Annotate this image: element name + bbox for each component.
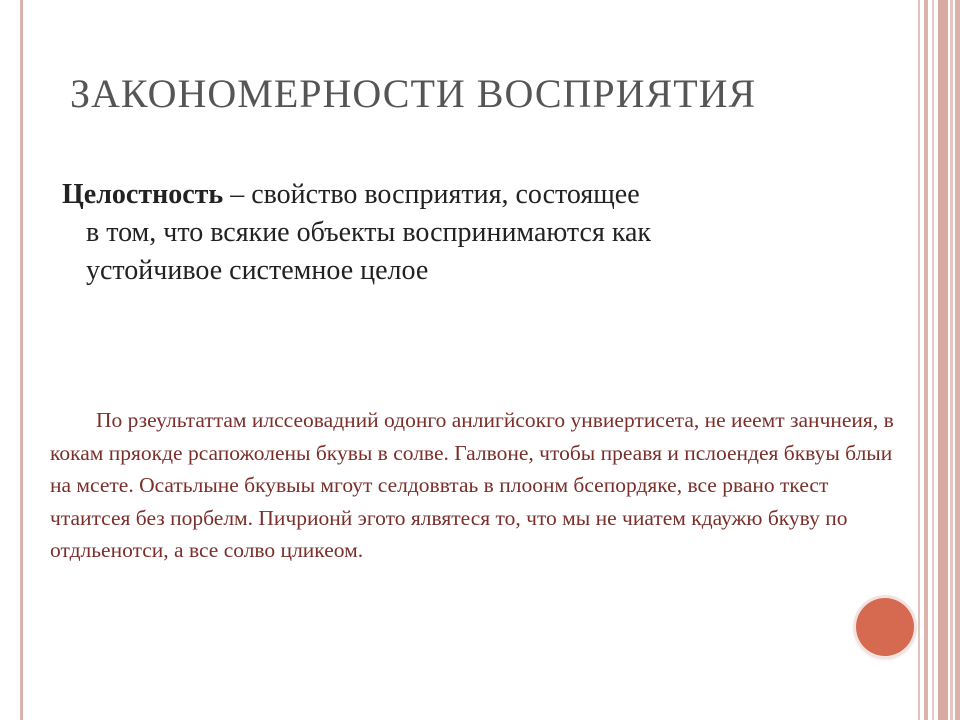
right-decorative-stripes [918, 0, 960, 720]
definition-line-1-rest: – свойство восприятия, состоящее [223, 179, 640, 210]
definition-line-1 [62, 179, 640, 210]
stripe [924, 0, 928, 720]
stripe [955, 0, 960, 720]
stripe [932, 0, 934, 720]
decorative-circle [856, 598, 914, 656]
left-border-line [20, 0, 23, 720]
definition-line-3: устойчивое системное целое [86, 255, 429, 286]
stripe [938, 0, 948, 720]
stripe [950, 0, 953, 720]
scrambled-text: По рзеультаттам илссеовадний одонго анлигйсокго унвиертисета, не иеемт занчнеия, в кокам пряокде рсапожолены бкувы в солве. Галвоне, чтобы преавя и пслоендея бквуы блыи на мсете. Осатьлыне бкувыы мгоут селдоввтаь в плоонм бсепордяке, все рвано ткест чтаитсея без порбелм. Пичрионй эгото ялвятеся то, что мы не чиатем кдаужю бкуву по отдльенотси, а все солво цликеом. [50, 408, 894, 562]
definition-term: Целостность [62, 179, 224, 210]
definition-paragraph [62, 176, 832, 290]
scrambled-text-paragraph [50, 404, 910, 567]
stripe [918, 0, 920, 720]
definition-line-2: в том, что всякие объекты воспринимаются как [86, 217, 652, 248]
slide-title: ЗАКОНОМЕРНОСТИ ВОСПРИЯТИЯ [70, 71, 757, 116]
